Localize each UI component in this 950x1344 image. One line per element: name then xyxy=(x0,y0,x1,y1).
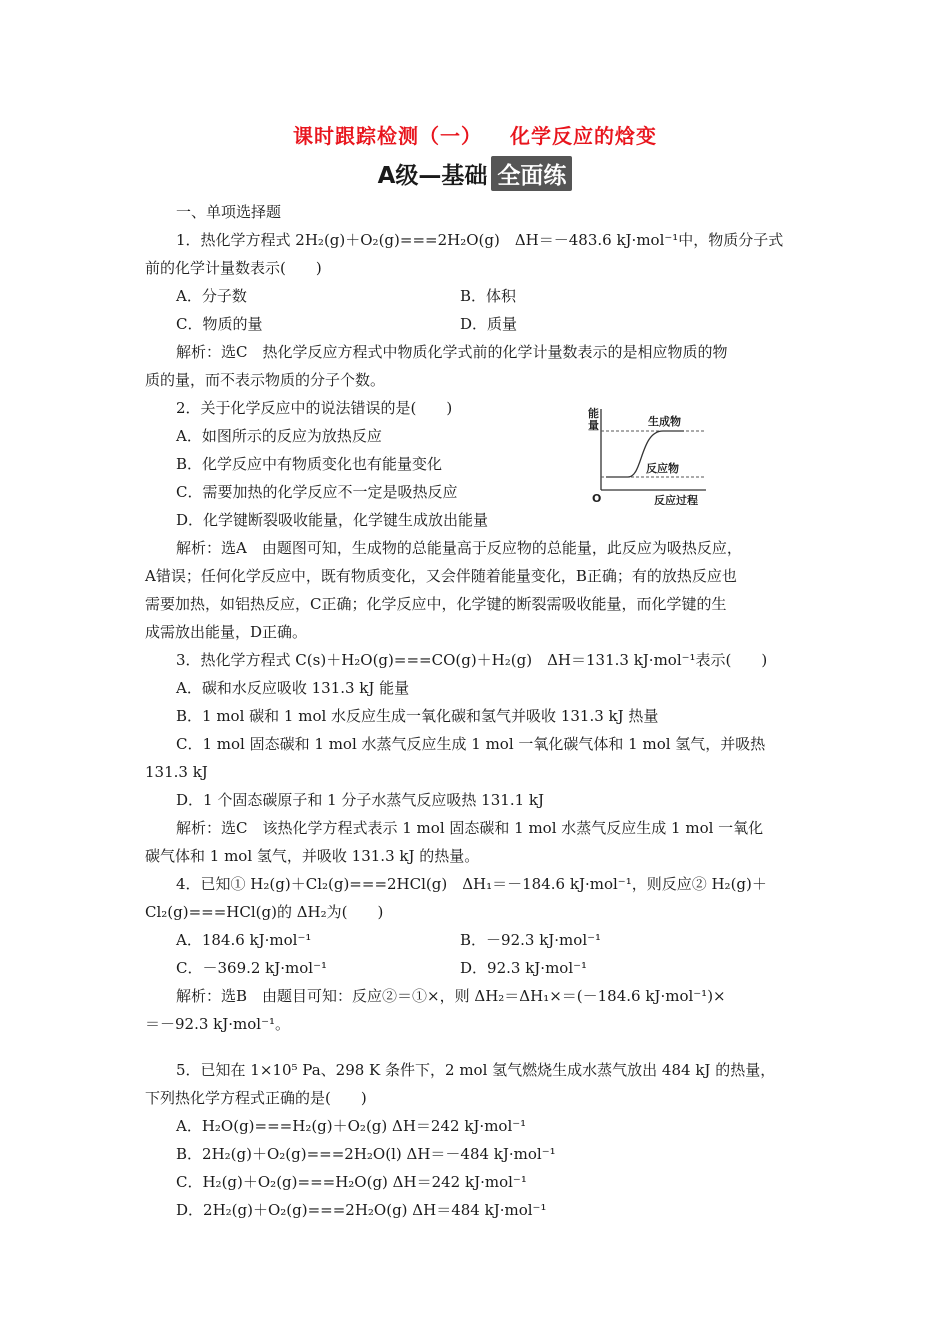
diagram-product-label: 生成物 xyxy=(648,415,681,428)
q1-option-a: A．分子数 xyxy=(176,287,247,305)
q3-answer-line1: 解析：选C 该热化学方程式表示 1 mol 固态碳和 1 mol 水蒸气反应生成 1 mol 一氧化 xyxy=(176,819,764,837)
q5-option-b: B．2H₂(g)＋O₂(g)===2H₂O(l) ΔH＝－484 kJ·mol⁻¹ xyxy=(176,1145,556,1163)
q4-stem-line2: Cl₂(g)===HCl(g)的 ΔH₂为( ) xyxy=(145,903,384,921)
q4-option-c: C．－369.2 kJ·mol⁻¹ xyxy=(176,959,328,977)
q2-answer-line2: A错误；任何化学反应中，既有物质变化，又会伴随着能量变化，B正确；有的放热反应也 xyxy=(145,567,737,585)
q2-option-b: B．化学反应中有物质变化也有能量变化 xyxy=(176,455,443,473)
title-left: 课时跟踪检测（一） xyxy=(293,124,482,148)
q5-option-a: A．H₂O(g)===H₂(g)＋O₂(g) ΔH＝242 kJ·mol⁻¹ xyxy=(176,1117,527,1135)
diagram-origin-label: O xyxy=(592,492,602,505)
title-right: 化学反应的焓变 xyxy=(510,124,657,148)
diagram-y-label-1: 能 xyxy=(588,407,599,420)
q4-answer-line2: ＝－92.3 kJ·mol⁻¹。 xyxy=(145,1015,291,1033)
section-heading: 一、单项选择题 xyxy=(176,203,282,221)
q5-stem-line2: 下列热化学方程式正确的是( ) xyxy=(145,1089,367,1107)
q1-option-b: B．体积 xyxy=(460,287,517,305)
q3-option-c-line1: C．1 mol 固态碳和 1 mol 水蒸气反应生成 1 mol 一氧化碳气体和 1 mol 氢气，并吸热 xyxy=(176,735,766,753)
q4-option-a: A．184.6 kJ·mol⁻¹ xyxy=(176,931,312,949)
diagram-y-label-2: 量 xyxy=(588,419,599,432)
diagram-x-label: 反应过程 xyxy=(654,494,698,505)
q4-option-b: B．－92.3 kJ·mol⁻¹ xyxy=(460,931,602,949)
q2-answer-line4: 成需放出能量，D正确。 xyxy=(145,623,308,641)
q2-answer-line3: 需要加热，如铝热反应，C正确；化学反应中，化学键的断裂需吸收能量，而化学键的生 xyxy=(145,595,727,613)
level-heading xyxy=(0,156,950,191)
q3-option-c-line2: 131.3 kJ xyxy=(145,763,208,781)
q4-stem-line1: 4．已知① H₂(g)＋Cl₂(g)===2HCl(g) ΔH₁＝－184.6 kJ·mol⁻¹，则反应② H₂(g)＋ xyxy=(176,875,767,893)
q5-option-d: D．2H₂(g)＋O₂(g)===2H₂O(g) ΔH＝484 kJ·mol⁻¹ xyxy=(176,1201,547,1219)
q1-option-d: D．质量 xyxy=(460,315,518,333)
diagram-reactant-label: 反应物 xyxy=(646,462,679,475)
level-box: 全面练 xyxy=(491,156,572,191)
q2-answer-line1: 解析：选A 由题图可知，生成物的总能量高于反应物的总能量，此反应为吸热反应， xyxy=(176,539,742,557)
q2-option-c: C．需要加热的化学反应不一定是吸热反应 xyxy=(176,483,458,501)
q3-option-b: B．1 mol 碳和 1 mol 水反应生成一氧化碳和氢气并吸收 131.3 kJ 热量 xyxy=(176,707,659,725)
q3-stem: 3．热化学方程式 C(s)＋H₂O(g)===CO(g)＋H₂(g) ΔH＝131.3 kJ·mol⁻¹表示( ) xyxy=(176,651,768,669)
q2-option-a: A．如图所示的反应为放热反应 xyxy=(176,427,382,445)
q1-stem-line1: 1．热化学方程式 2H₂(g)＋O₂(g)===2H₂O(g) ΔH＝－483.6 kJ·mol⁻¹中，物质分子式 xyxy=(176,231,784,249)
q1-stem-line2: 前的化学计量数表示( ) xyxy=(145,259,322,277)
page-title xyxy=(0,120,950,149)
q3-option-d: D．1 个固态碳原子和 1 分子水蒸气反应吸热 131.1 kJ xyxy=(176,791,544,809)
energy-diagram xyxy=(588,405,710,505)
q2-stem: 2．关于化学反应中的说法错误的是( ) xyxy=(176,399,453,417)
level-text: A级—基础 xyxy=(377,163,488,189)
q5-stem-line1: 5．已知在 1×10⁵ Pa、298 K 条件下，2 mol 氢气燃烧生成水蒸气放出 484 kJ 的热量， xyxy=(176,1061,776,1079)
q5-option-c: C．H₂(g)＋O₂(g)===H₂O(g) ΔH＝242 kJ·mol⁻¹ xyxy=(176,1173,527,1191)
q4-option-d: D．92.3 kJ·mol⁻¹ xyxy=(460,959,588,977)
q1-answer-line2: 质的量，而不表示物质的分子个数。 xyxy=(145,371,386,389)
q3-option-a: A．碳和水反应吸收 131.3 kJ 能量 xyxy=(176,679,410,697)
q3-answer-line2: 碳气体和 1 mol 氢气，并吸收 131.3 kJ 的热量。 xyxy=(145,847,480,865)
q4-answer-line1: 解析：选B 由题目可知：反应②＝①×，则 ΔH₂＝ΔH₁×＝(－184.6 kJ·mol⁻¹)× xyxy=(176,987,726,1005)
q1-option-c: C．物质的量 xyxy=(176,315,263,333)
q2-option-d: D．化学键断裂吸收能量，化学键生成放出能量 xyxy=(176,511,489,529)
q1-answer-line1: 解析：选C 热化学反应方程式中物质化学式前的化学计量数表示的是相应物质的物 xyxy=(176,343,728,361)
